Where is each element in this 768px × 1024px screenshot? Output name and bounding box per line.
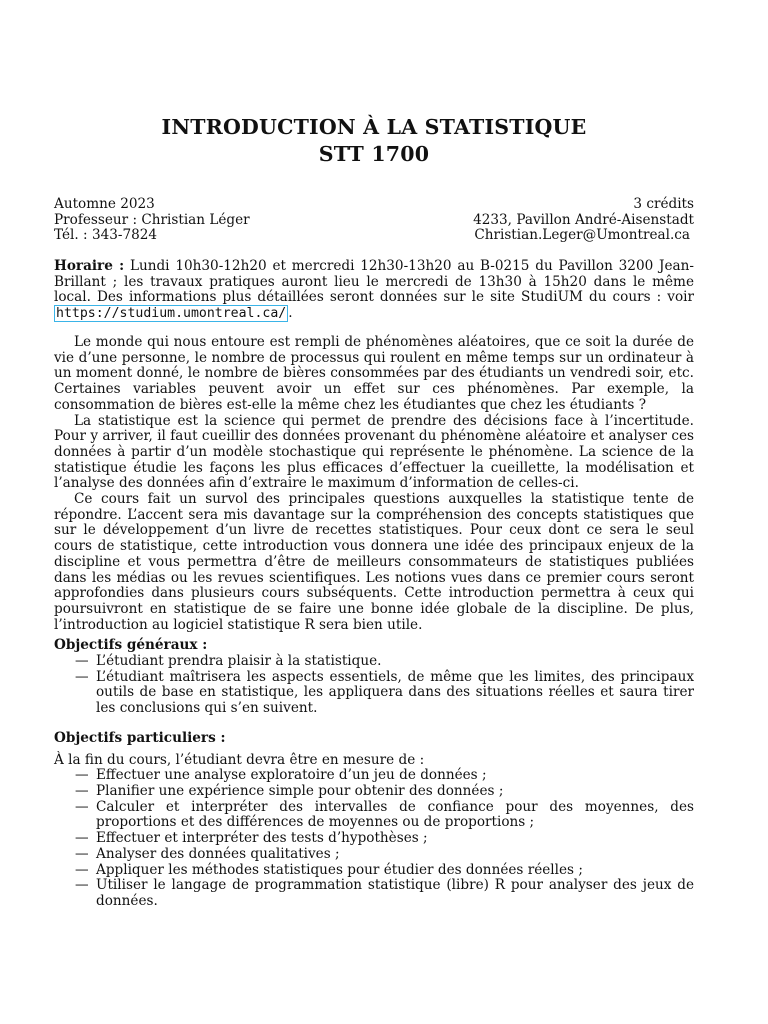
schedule-label: Horaire : — [54, 258, 125, 274]
term: Automne 2023 — [54, 196, 155, 212]
specific-objectives-list — [54, 768, 694, 909]
list-item-text: Planifier une expérience simple pour obtenir des données ; — [96, 782, 504, 799]
dash-marker: — — [75, 653, 89, 670]
schedule-suffix: . — [288, 305, 293, 322]
list-item-text: Analyser des données qualitatives ; — [96, 845, 340, 862]
studium-link[interactable]: https://studium.umontreal.ca/ — [56, 306, 287, 322]
office: 4233, Pavillon André-Aisenstadt — [473, 211, 694, 228]
paragraph: Le monde qui nous entoure est rempli de phénomènes aléatoires, que ce soit la durée de vie d’une personne, le nombre de processus qui roulent en même temps sur un ordinateur à un moment donné, le nombre de bières consommées par des étudiants un vendredi soir, etc. Certaines variables peuvent avoir un effet sur ces phénomènes. Par exemple, la consommation de bières est-elle la même chez les étudiantes que chez les étudiants ? — [54, 334, 694, 413]
specific-objectives-intro: À la fin du cours, l’étudiant devra être en mesure de : — [54, 751, 425, 768]
list-item — [75, 861, 694, 879]
schedule-block — [54, 259, 694, 322]
list-item — [75, 845, 694, 863]
list-item-text: Appliquer les méthodes statistiques pour étudier des données réelles ; — [96, 861, 583, 878]
paragraph: Ce cours fait un survol des principales questions auxquelles la statistique tente de répondre. L’accent sera mis davantage sur la compréhension des concepts statistiques que sur le développement d’un livre de recettes statistiques. Pour ceux dont ce sera le seul cours de statistique, cette introduction vous donnera une idée des principaux enjeux de la discipline et vous permettra d’être de meilleurs consommateurs de statistiques publiées dans les médias ou les revues scientifiques. Les notions vues dans ce premier cours seront approfondies dans plusieurs cours subséquents. Cette introduction permettra à ceux qui poursuivront en statistique de se faire une bonne idée globale de la discipline. De plus, l’introduction au logiciel statistique R sera bien utile. — [54, 491, 694, 633]
list-item-text: L’étudiant prendra plaisir à la statistique. — [96, 653, 382, 670]
paragraph: La statistique est la science qui permet de prendre des décisions face à l’incertitude. Pour y arriver, il faut cueillir des données provenant du phénomène aléatoire et analyser ces données à partir d’un modèle stochastique qui représente le phénomène. La science de la statistique étudie les façons les plus efficaces d’effectuer la cueillette, la modélisation et l’analyse des données afin d’extraire le maximum d’information de celles-ci. — [54, 412, 694, 492]
dash-marker: — — [75, 668, 89, 685]
info-row-term — [54, 197, 694, 213]
course-info — [54, 197, 694, 244]
dash-marker: — — [75, 782, 89, 799]
list-item-text: Effectuer et interpréter des tests d’hypothèses ; — [96, 830, 428, 847]
professor: Professeur : Christian Léger — [54, 211, 250, 228]
general-objectives-heading: Objectifs généraux : — [54, 637, 208, 654]
list-item — [75, 877, 694, 909]
dash-marker: — — [75, 767, 89, 784]
credits: 3 crédits — [633, 196, 694, 212]
dash-marker: — — [75, 861, 89, 878]
list-item-text: Utiliser le langage de programmation statistique (libre) R pour analyser des jeux de données. — [96, 877, 694, 909]
course-title: INTRODUCTION À LA STATISTIQUE — [161, 115, 587, 139]
dash-marker: — — [75, 798, 89, 815]
dash-marker: — — [75, 845, 89, 862]
list-item — [75, 798, 694, 831]
list-item — [75, 830, 694, 847]
list-item-text: L’étudiant maîtrisera les aspects essentiels, de même que les limites, des principaux outils de base en statistique, les appliquera dans des situations réelles et saura tirer les conclusions qui s’en suivent. — [96, 668, 694, 717]
phone: Tél. : 343-7824 — [54, 227, 158, 244]
course-description — [54, 335, 694, 910]
list-item — [75, 782, 694, 800]
general-objectives-list — [54, 654, 694, 717]
info-row-professor — [54, 213, 694, 229]
specific-objectives-heading: Objectifs particuliers : — [54, 729, 226, 746]
dash-marker: — — [75, 877, 89, 894]
list-item-text: Effectuer une analyse exploratoire d’un jeu de données ; — [96, 767, 487, 784]
title-block — [54, 114, 694, 168]
course-code: STT 1700 — [318, 142, 430, 166]
email: Christian.Leger@Umontreal.ca — [474, 227, 690, 244]
schedule-text: Lundi 10h30-12h20 et mercredi 12h30-13h20 au B-0215 du Pavillon 3200 Jean-Brillant ; les travaux pratiques auront lieu le mercredi de 13h30 à 15h20 dans le même local. Des informations plus détaillées seront données sur le site StudiUM du cours : voir — [54, 258, 695, 306]
info-row-contact — [54, 228, 694, 244]
list-item — [75, 767, 694, 784]
list-item — [75, 668, 694, 717]
list-item-text: Calculer et interpréter des intervalles de confiance pour des moyennes, des proportions et des différences de moyennes ou de proportions ; — [96, 798, 694, 831]
dash-marker: — — [75, 830, 89, 847]
list-item — [75, 653, 694, 670]
